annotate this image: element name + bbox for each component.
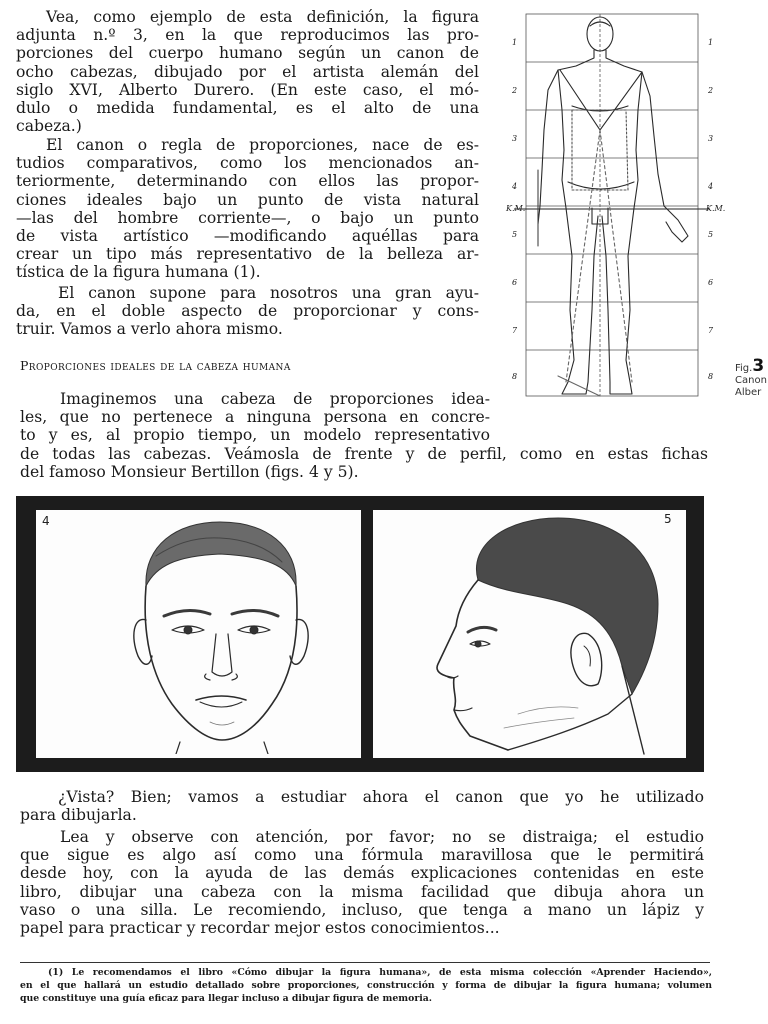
text-line: adjunta n.º 3, en la que reproducimos las pro- (16, 26, 479, 45)
text-line: ciones ideales bajo un punto de vista natural (16, 190, 479, 209)
help-paragraph (16, 284, 479, 339)
figure-4-number: 4 (42, 514, 50, 528)
text-line: El canon o regla de proporciones, nace de es- (46, 136, 479, 154)
footnote-rule (20, 962, 710, 963)
text-line: da, en el doble aspecto de proporcionar y cons- (16, 302, 479, 321)
scale-right-1: 1 (708, 38, 714, 47)
portrait-panel-inner (36, 510, 686, 758)
text-line: libro, dibujar una cabeza con la misma facilidad que dibuja ahora un (20, 882, 704, 901)
scale-right-2: 2 (708, 86, 714, 95)
footnote (20, 966, 712, 1005)
scale-right-4: 4 (708, 182, 714, 191)
scale-right-7: 7 (708, 326, 714, 335)
text-line: dulo o medida fundamental, es el alto de una (16, 99, 479, 118)
front-face-drawing (116, 516, 326, 754)
scale-right-8: 8 (708, 372, 714, 381)
footnote-line: (1) Le recomendamos el libro «Cómo dibujar la figura humana», de esta misma colección «Aprender Haciendo», (48, 967, 712, 978)
text-line: de todas las cabezas. Veámosla de frente y de perfil, como en estas fichas (20, 444, 708, 463)
text-line: que sigue es algo así como una fórmula maravillosa que le permitirá (20, 846, 704, 865)
caption-line: Canon (735, 375, 767, 386)
scale-left-7: 7 (512, 326, 518, 335)
text-line: truir. Vamos a verlo ahora mismo. (16, 320, 283, 339)
caption-label: Fig. (735, 363, 753, 374)
footnote-line: que constituye una guía eficaz para llegar incluso a dibujar figura de memoria. (20, 993, 433, 1004)
text-line: desde hoy, con la ayuda de las demás explicaciones contenidas en este (20, 864, 704, 883)
text-line: del famoso Monsieur Bertillon (figs. 4 y 5). (20, 462, 359, 481)
scale-right-km: K.M. (706, 204, 726, 213)
text-line: cabeza.) (16, 117, 82, 136)
text-line: —las del hombre corriente—, o bajo un punto (16, 208, 479, 227)
text-line: tudios comparativos, como los mencionados an- (16, 154, 479, 173)
text-line: les, que no pertenece a ninguna persona en concre- (20, 408, 490, 427)
text-line: tística de la figura humana (1). (16, 263, 261, 282)
scale-right-6: 6 (708, 278, 714, 287)
text-line: papel para practicar y recordar mejor estos conocimientos... (20, 919, 500, 938)
scale-left-1: 1 (512, 38, 518, 47)
text-line: porciones del cuerpo humano según un canon de (16, 44, 479, 63)
text-line: teriormente, determinando con ellos las propor- (16, 172, 479, 191)
text-line: ¿Vista? Bien; vamos a estudiar ahora el canon que yo he utilizado (58, 788, 704, 806)
scale-left-5: 5 (512, 230, 518, 239)
text-line: de vista artístico —modificando aquéllas para (16, 227, 479, 246)
canon-paragraph (16, 136, 479, 282)
figure-caption (735, 356, 767, 399)
scale-left-2: 2 (512, 86, 518, 95)
text-line: El canon supone para nosotros una gran ayu- (58, 284, 479, 302)
text-line: Imaginemos una cabeza de proporciones idea- (60, 390, 490, 408)
caption-number: 3 (752, 356, 765, 376)
text-line: crear un tipo más representativo de la belleza ar- (16, 245, 479, 264)
profile-face-drawing (408, 514, 678, 758)
vista-paragraph (20, 788, 704, 824)
figure-5-number: 5 (664, 512, 672, 526)
caption-line: Alber (735, 387, 762, 398)
imagine-paragraph (20, 390, 708, 481)
canon-figure-drawing (506, 10, 728, 402)
portrait-panel (16, 496, 704, 772)
scale-right-5: 5 (708, 230, 714, 239)
lea-paragraph (20, 828, 704, 937)
scale-left-4: 4 (512, 182, 518, 191)
panel-divider (361, 510, 373, 758)
scale-right-3: 3 (708, 134, 714, 143)
text-line: para dibujarla. (20, 806, 137, 825)
text-line: to y es, al propio tiempo, un modelo representativo (20, 426, 490, 445)
text-line: ocho cabezas, dibujado por el artista alemán del (16, 62, 479, 81)
text-line: vaso o una silla. Le recomiendo, incluso, que tenga a mano un lápiz y (20, 900, 704, 919)
scale-left-km: K.M. (506, 204, 526, 213)
scale-left-8: 8 (512, 372, 518, 381)
text-line: Lea y observe con atención, por favor; no se distraiga; el estudio (60, 828, 704, 846)
section-heading (20, 358, 291, 373)
text-line: siglo XVI, Alberto Durero. (En este caso, el mó- (16, 80, 479, 99)
scale-left-3: 3 (512, 134, 518, 143)
canon-figure (506, 10, 728, 402)
intro-paragraph (16, 8, 479, 135)
text-line: Vea, como ejemplo de esta definición, la figura (46, 8, 479, 26)
section-heading-text: Proporciones ideales de la cabeza humana (20, 358, 291, 373)
footnote-line: en el que hallará un estudio detallado sobre proporciones, construcción y forma de dibujar la figura humana; volumen (20, 980, 712, 991)
scale-left-6: 6 (512, 278, 518, 287)
